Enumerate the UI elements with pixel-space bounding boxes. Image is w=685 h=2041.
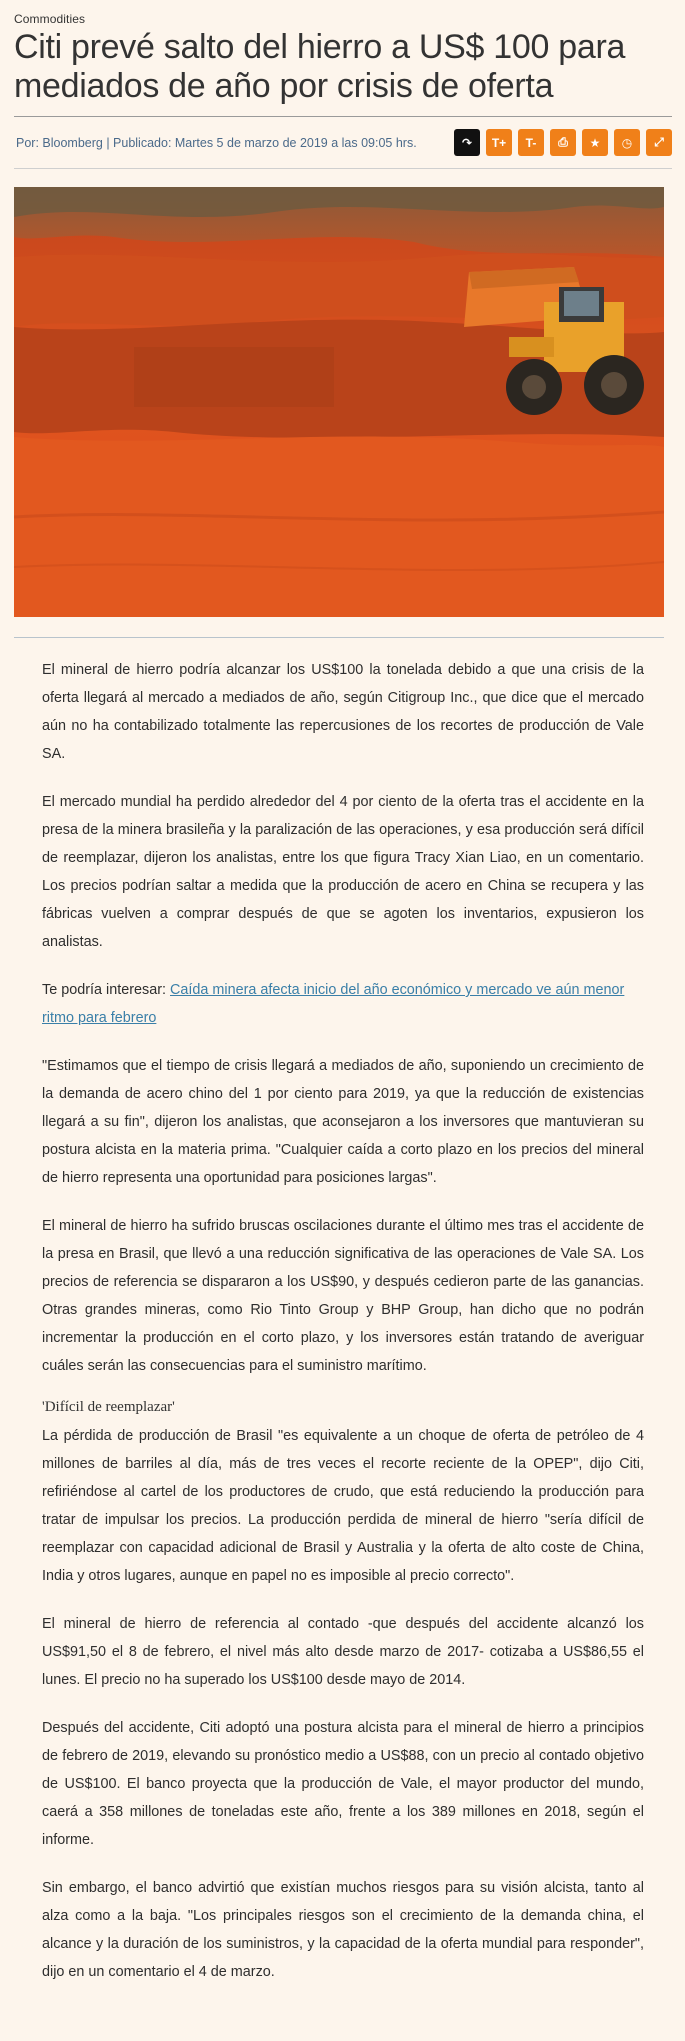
- paragraph: Sin embargo, el banco advirtió que existían muchos riesgos para su visión alcista, tanto al alza como a la baja. "Los principales riesgos son el crecimiento de la demanda china, el alcance y la duración de los suministros, y la capacidad de la oferta mundial para responder", dijo en un comentario el 4 de marzo.: [42, 1880, 644, 1980]
- paragraph: Después del accidente, Citi adoptó una postura alcista para el mineral de hierro a principios de febrero de 2019, elevando su pronóstico medio a US$88, con un precio al contado objetivo de US$100. El banco proyecta que la producción de Vale, el mayor productor del mundo, caerá a 358 millones de toneladas este año, frente a los 389 millones en 2018, según el informe.: [42, 1720, 644, 1848]
- share-icon[interactable]: ↷: [454, 129, 480, 156]
- paragraph: "Estimamos que el tiempo de crisis llegará a mediados de año, suponiendo un crecimiento de la demanda de acero chino del 1 por ciento para 2019, ya que la reducción de existencias llegará a su fin", dijeron los analistas, que aconsejaron a los inversores que mantuvieran su postura alcista en la materia prima. "Cualquier caída a corto plazo en los precios del mineral de hierro representa una oportunidad para posiciones largas".: [42, 1058, 644, 1186]
- article-toolbar: [454, 129, 672, 156]
- fullscreen-icon[interactable]: ⤢: [646, 129, 672, 156]
- article-body: [14, 656, 672, 1986]
- headline: Citi prevé salto del hierro a US$ 100 para mediados de año por crisis de oferta: [14, 28, 672, 117]
- paragraph: El mineral de hierro podría alcanzar los US$100 la tonelada debido a que una crisis de la oferta llegará al mercado a mediados de año, según Citigroup Inc., que dice que el mercado aún no ha contabilizado totalmente las repercusiones de los recortes de producción de Vale SA.: [42, 662, 644, 762]
- font-decrease-button[interactable]: T-: [518, 129, 544, 156]
- font-increase-button[interactable]: T+: [486, 129, 512, 156]
- byline: Por: Bloomberg | Publicado: Martes 5 de marzo de 2019 a las 09:05 hrs.: [16, 135, 417, 150]
- history-icon[interactable]: ◷: [614, 129, 640, 156]
- category-label[interactable]: Commodities: [14, 12, 86, 26]
- paragraph: El mineral de hierro de referencia al contado -que después del accidente alcanzó los US$91,50 el 8 de febrero, el nivel más alto desde marzo de 2017- cotizaba a US$86,55 el lunes. El precio no ha superado los US$100 desde mayo de 2014.: [42, 1616, 644, 1688]
- section-subheading: 'Difícil de reemplazar': [42, 1399, 175, 1415]
- paragraph: El mercado mundial ha perdido alrededor del 4 por ciento de la oferta tras el accidente en la presa de la minera brasileña y la paralización de las operaciones, y esa producción será difícil de reemplazar, dijeron los analistas, entre los que figura Tracy Xian Liao, en un comentario. Los precios podrían saltar a medida que la producción de acero en China se recupera y las fábricas vuelven a comprar después de que se agoten los inventarios, expusieron los analistas.: [42, 794, 644, 950]
- divider: [14, 637, 664, 638]
- article: [14, 0, 672, 1986]
- print-icon[interactable]: ⎙: [550, 129, 576, 156]
- byline-row: [14, 117, 672, 169]
- related-article: [42, 976, 644, 1032]
- favorite-icon[interactable]: ★: [582, 129, 608, 156]
- related-label: Te podría interesar:: [42, 982, 166, 998]
- hero-photo: [14, 187, 664, 617]
- related-link[interactable]: Caída minera afecta inicio del año económico y mercado ve aún menor ritmo para febrero: [42, 982, 625, 1026]
- paragraph: La pérdida de producción de Brasil "es equivalente a un choque de oferta de petróleo de 4 millones de barriles al día, más de tres veces el recorte reciente de la OPEP", dijo Citi, refiriéndose al cartel de los productores de crudo, que está reduciendo la producción para tratar de impulsar los precios. La producción perdida de mineral de hierro "sería difícil de reemplazar con capacidad adicional de Brasil y Australia y la oferta de alto coste de China, India y otros lugares, aunque en papel no es imposible al precio correcto".: [42, 1428, 644, 1584]
- paragraph: El mineral de hierro ha sufrido bruscas oscilaciones durante el último mes tras el accidente de la presa en Brasil, que llevó a una reducción significativa de las operaciones de Vale SA. Los precios de referencia se dispararon a los US$90, y después cedieron parte de las ganancias. Otras grandes mineras, como Rio Tinto Group y BHP Group, han dicho que no podrán incrementar la producción en el corto plazo, y los inversores están tratando de averiguar cuáles serán las consecuencias para el suministro marítimo.: [42, 1218, 644, 1374]
